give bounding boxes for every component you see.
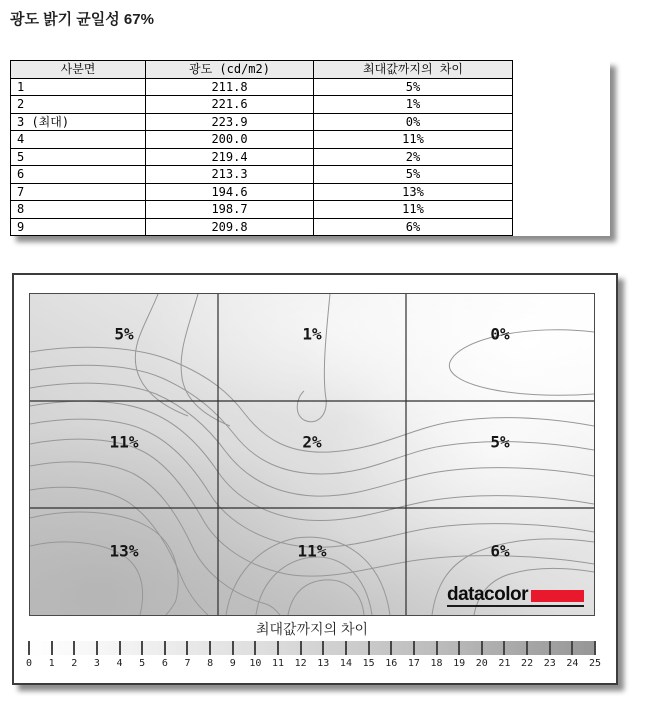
colorbar-tick: [141, 641, 143, 655]
colorbar-tick: [413, 641, 415, 655]
table-row: [11, 148, 513, 166]
colorbar-tick: [503, 641, 505, 655]
table-cell: 223.9: [146, 113, 314, 131]
quadrant-percent-label: 0%: [490, 324, 510, 344]
colorbar-tick: [300, 641, 302, 655]
colorbar-tick-label: 9: [229, 658, 236, 669]
colorbar-tick-label: 14: [339, 658, 352, 669]
colorbar-tick-label: 21: [498, 658, 511, 669]
table-cell: 8: [11, 201, 146, 219]
colorbar-tick-label: 10: [249, 658, 262, 669]
quadrant-percent-label: 2%: [302, 432, 322, 452]
table-cell: 5%: [314, 78, 513, 96]
datacolor-logo: [446, 584, 584, 607]
table-row: [11, 131, 513, 149]
table-cell: 3 (최대): [11, 113, 146, 131]
table-cell: 213.3: [146, 166, 314, 184]
colorbar-tick: [368, 641, 370, 655]
table-cell: 221.6: [146, 96, 314, 114]
table-cell: 5: [11, 148, 146, 166]
colorbar-tick-label: 0: [25, 658, 33, 669]
luminance-table: [10, 60, 513, 236]
table-cell: 4: [11, 131, 146, 149]
table-cell: 1%: [314, 96, 513, 114]
table-cell: 2: [11, 96, 146, 114]
quadrant-percent-label: 6%: [490, 541, 510, 561]
quadrant-percent-label: 11%: [109, 432, 139, 452]
colorbar-tick-label: 2: [71, 658, 78, 669]
colorbar-tick-labels: [25, 658, 602, 671]
colorbar-tick: [164, 641, 166, 655]
table-cell: 211.8: [146, 78, 314, 96]
table-cell: 11%: [314, 131, 513, 149]
colorbar-tick: [322, 641, 324, 655]
table-cell: 209.8: [146, 218, 314, 236]
colorbar-tick-label: 8: [207, 658, 214, 669]
table-cell: 7: [11, 183, 146, 201]
datacolor-logo-text: datacolor: [446, 584, 528, 605]
table-cell: 9: [11, 218, 146, 236]
colorbar-tick: [549, 641, 551, 655]
colorbar-tick: [209, 641, 211, 655]
colorbar-tick: [186, 641, 188, 655]
quadrant-percent-label: 5%: [114, 324, 134, 344]
colorbar-tick: [481, 641, 483, 655]
table-cell: 6: [11, 166, 146, 184]
page-title: 광도 밝기 균일성 67%: [10, 11, 154, 28]
colorbar-tick-label: 24: [566, 658, 579, 669]
table-row: [11, 96, 513, 114]
table-cell: 13%: [314, 183, 513, 201]
colorbar-tick-label: 22: [521, 658, 534, 669]
colorbar-tick-label: 19: [453, 658, 466, 669]
datacolor-logo-red-bar: [531, 590, 584, 602]
table-cell: 6%: [314, 218, 513, 236]
colorbar-tick-label: 20: [475, 658, 488, 669]
colorbar-tick: [51, 641, 53, 655]
table-cell: 11%: [314, 201, 513, 219]
colorbar-tick: [96, 641, 98, 655]
colorbar-tick-label: 11: [272, 658, 285, 669]
colorbar-tick: [119, 641, 121, 655]
table-header-row: [11, 61, 513, 79]
colorbar-tick-label: 15: [362, 658, 375, 669]
colorbar-tick: [526, 641, 528, 655]
colorbar-tick: [254, 641, 256, 655]
colorbar-tick: [277, 641, 279, 655]
table-cell: 2%: [314, 148, 513, 166]
table-header-cell: 최대값까지의 차이: [314, 61, 513, 79]
colorbar-tick: [390, 641, 392, 655]
colorbar-tick-label: 23: [543, 658, 556, 669]
quadrant-percent-label: 13%: [109, 541, 139, 561]
table-cell: 194.6: [146, 183, 314, 201]
colorbar-caption: 최대값까지의 차이: [255, 621, 369, 637]
table-cell: 0%: [314, 113, 513, 131]
table-header-cell: 사분면: [11, 61, 146, 79]
colorbar-tick: [28, 641, 30, 655]
colorbar-tick-label: 3: [93, 658, 100, 669]
colorbar-tick: [436, 641, 438, 655]
uniformity-map-panel: [12, 273, 618, 685]
colorbar-tick-label: 1: [48, 658, 55, 669]
colorbar-tick: [594, 641, 596, 655]
table-row: [11, 201, 513, 219]
colorbar-tick-label: 18: [430, 658, 443, 669]
table-row: [11, 218, 513, 236]
colorbar-tick-label: 5: [139, 658, 146, 669]
colorbar-tick: [571, 641, 573, 655]
quadrant-percent-label: 11%: [297, 541, 327, 561]
quadrant-percent-label: 1%: [302, 324, 322, 344]
colorbar-tick-label: 25: [588, 658, 602, 669]
table-body: [11, 78, 513, 236]
colorbar-tick-label: 6: [161, 658, 168, 669]
quadrant-percent-label: 5%: [490, 432, 510, 452]
luminance-table-block: [10, 60, 610, 236]
colorbar-gradient: [29, 641, 595, 655]
colorbar-tick: [73, 641, 75, 655]
colorbar-tick-label: 7: [184, 658, 191, 669]
table-row: [11, 166, 513, 184]
table-header-cell: 광도 (cd/m2): [146, 61, 314, 79]
contour-plot: [29, 293, 595, 616]
table-cell: 219.4: [146, 148, 314, 166]
table-row: [11, 183, 513, 201]
table-cell: 200.0: [146, 131, 314, 149]
table-row: [11, 113, 513, 131]
colorbar-tick-label: 12: [294, 658, 307, 669]
colorbar-tick: [458, 641, 460, 655]
colorbar-tick: [345, 641, 347, 655]
table-cell: 198.7: [146, 201, 314, 219]
table-cell: 1: [11, 78, 146, 96]
colorbar-tick-label: 13: [317, 658, 330, 669]
colorbar-tick-label: 4: [116, 658, 123, 669]
colorbar-tick-label: 16: [385, 658, 398, 669]
colorbar-tick-label: 17: [407, 658, 420, 669]
table-cell: 5%: [314, 166, 513, 184]
table-row: [11, 78, 513, 96]
colorbar-tick: [232, 641, 234, 655]
